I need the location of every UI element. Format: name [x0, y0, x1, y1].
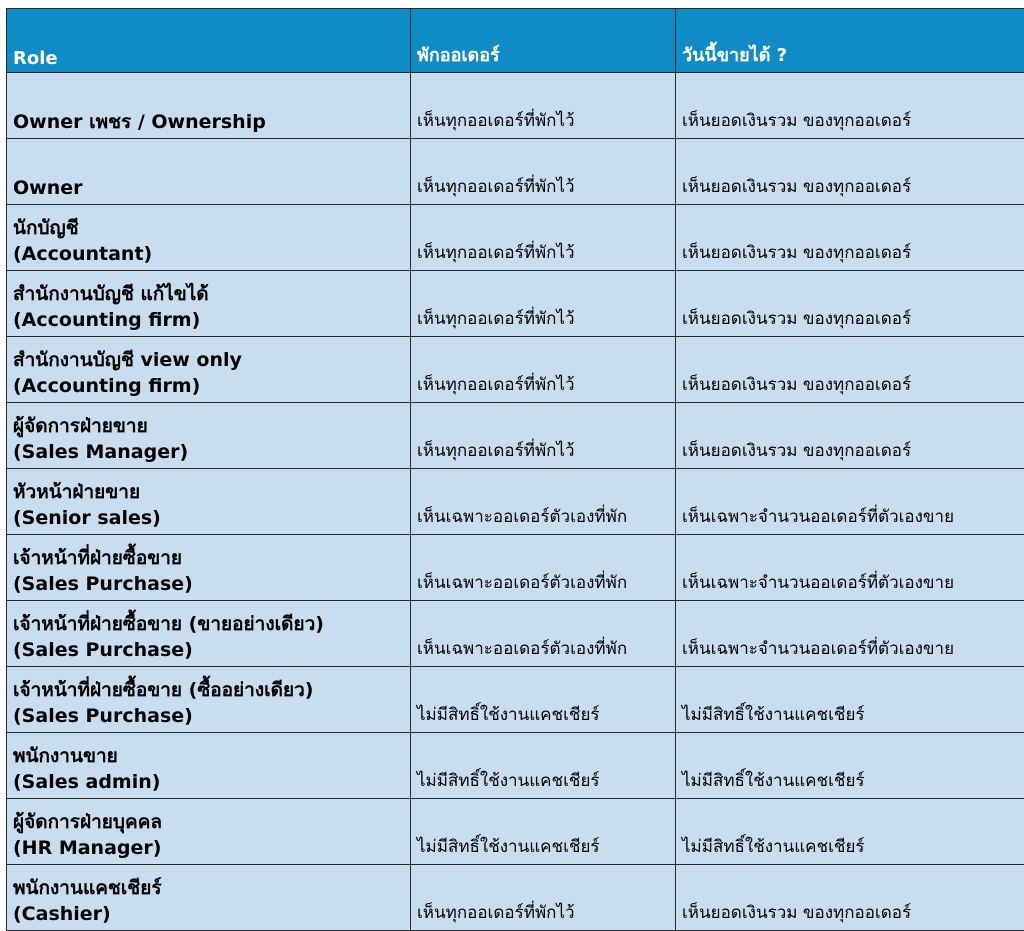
role-cell[interactable] — [7, 469, 411, 535]
role-line: (Sales Manager) — [13, 439, 410, 465]
sales-today-cell[interactable]: เห็นยอดเงินรวม ของทุกออเดอร์ — [676, 403, 1024, 469]
role-cell[interactable] — [7, 535, 411, 601]
table-row — [7, 535, 1024, 601]
role-line: สำนักงานบัญชี view only — [13, 347, 410, 373]
table-row — [7, 403, 1024, 469]
held-orders-cell[interactable]: เห็นทุกออเดอร์ที่พักไว้ — [411, 139, 676, 205]
sales-today-cell[interactable]: เห็นเฉพาะจำนวนออเดอร์ที่ตัวเองขาย — [676, 469, 1024, 535]
role-cell[interactable] — [7, 205, 411, 271]
role-line: (Senior sales) — [13, 505, 410, 531]
role-cell[interactable] — [7, 403, 411, 469]
role-line: (Accountant) — [13, 241, 410, 267]
role-line: (Sales Purchase) — [13, 637, 410, 663]
header-sales-today[interactable]: วันนี้ขายได้ ? — [676, 9, 1024, 73]
role-line: พนักงานขาย — [13, 743, 410, 769]
role-cell[interactable] — [7, 73, 411, 139]
sales-today-cell[interactable]: ไม่มีสิทธิ์ใช้งานแคชเชียร์ — [676, 799, 1024, 865]
table-row — [7, 271, 1024, 337]
sales-today-cell[interactable]: ไม่มีสิทธิ์ใช้งานแคชเชียร์ — [676, 733, 1024, 799]
role-line: ผู้จัดการฝ่ายขาย — [13, 413, 410, 439]
sales-today-cell[interactable]: เห็นยอดเงินรวม ของทุกออเดอร์ — [676, 337, 1024, 403]
table-row — [7, 469, 1024, 535]
role-line: (Accounting firm) — [13, 373, 410, 399]
sales-today-cell[interactable]: ไม่มีสิทธิ์ใช้งานแคชเชียร์ — [676, 667, 1024, 733]
sales-today-cell[interactable]: เห็นเฉพาะจำนวนออเดอร์ที่ตัวเองขาย — [676, 601, 1024, 667]
held-orders-cell[interactable]: ไม่มีสิทธิ์ใช้งานแคชเชียร์ — [411, 733, 676, 799]
role-cell[interactable] — [7, 601, 411, 667]
role-cell[interactable] — [7, 337, 411, 403]
role-line: หัวหน้าฝ่ายขาย — [13, 479, 410, 505]
held-orders-cell[interactable]: เห็นทุกออเดอร์ที่พักไว้ — [411, 73, 676, 139]
sales-today-cell[interactable]: เห็นยอดเงินรวม ของทุกออเดอร์ — [676, 139, 1024, 205]
role-line: Owner เพชร / Ownership — [13, 109, 410, 135]
role-line: (Sales admin) — [13, 769, 410, 795]
held-orders-cell[interactable]: เห็นเฉพาะออเดอร์ตัวเองที่พัก — [411, 469, 676, 535]
header-row — [7, 9, 1024, 73]
role-line: Owner — [13, 175, 410, 201]
held-orders-cell[interactable]: เห็นทุกออเดอร์ที่พักไว้ — [411, 205, 676, 271]
role-cell[interactable] — [7, 733, 411, 799]
table-row — [7, 205, 1024, 271]
held-orders-cell[interactable]: เห็นทุกออเดอร์ที่พักไว้ — [411, 271, 676, 337]
role-cell[interactable] — [7, 799, 411, 865]
held-orders-cell[interactable]: เห็นทุกออเดอร์ที่พักไว้ — [411, 865, 676, 931]
role-line: เจ้าหน้าที่ฝ่ายซื้อขาย (ขายอย่างเดียว) — [13, 611, 410, 637]
table-row — [7, 139, 1024, 205]
role-line: นักบัญชี — [13, 215, 410, 241]
table-row — [7, 667, 1024, 733]
header-held-orders[interactable]: พักออเดอร์ — [411, 9, 676, 73]
sales-today-cell[interactable]: เห็นยอดเงินรวม ของทุกออเดอร์ — [676, 205, 1024, 271]
role-line: เจ้าหน้าที่ฝ่ายซื้อขาย (ซื้ออย่างเดียว) — [13, 677, 410, 703]
table-row — [7, 733, 1024, 799]
table-row — [7, 337, 1024, 403]
role-line: (HR Manager) — [13, 835, 410, 861]
role-line: (Sales Purchase) — [13, 571, 410, 597]
permissions-table — [6, 8, 1024, 931]
table-row — [7, 799, 1024, 865]
role-line: (Cashier) — [13, 901, 410, 927]
sales-today-cell[interactable]: เห็นยอดเงินรวม ของทุกออเดอร์ — [676, 73, 1024, 139]
held-orders-cell[interactable]: เห็นทุกออเดอร์ที่พักไว้ — [411, 403, 676, 469]
held-orders-cell[interactable]: เห็นทุกออเดอร์ที่พักไว้ — [411, 337, 676, 403]
sales-today-cell[interactable]: เห็นเฉพาะจำนวนออเดอร์ที่ตัวเองขาย — [676, 535, 1024, 601]
role-line: ผู้จัดการฝ่ายบุคคล — [13, 809, 410, 835]
role-cell[interactable] — [7, 271, 411, 337]
header-role[interactable]: Role — [7, 9, 411, 73]
sales-today-cell[interactable]: เห็นยอดเงินรวม ของทุกออเดอร์ — [676, 865, 1024, 931]
role-line: (Accounting firm) — [13, 307, 410, 333]
sales-today-cell[interactable]: เห็นยอดเงินรวม ของทุกออเดอร์ — [676, 271, 1024, 337]
held-orders-cell[interactable]: ไม่มีสิทธิ์ใช้งานแคชเชียร์ — [411, 799, 676, 865]
held-orders-cell[interactable]: เห็นเฉพาะออเดอร์ตัวเองที่พัก — [411, 601, 676, 667]
held-orders-cell[interactable]: ไม่มีสิทธิ์ใช้งานแคชเชียร์ — [411, 667, 676, 733]
role-cell[interactable] — [7, 139, 411, 205]
role-cell[interactable] — [7, 865, 411, 931]
held-orders-cell[interactable]: เห็นเฉพาะออเดอร์ตัวเองที่พัก — [411, 535, 676, 601]
role-line: (Sales Purchase) — [13, 703, 410, 729]
table-row — [7, 601, 1024, 667]
table-row — [7, 73, 1024, 139]
role-line: พนักงานแคชเชียร์ — [13, 875, 410, 901]
table-row — [7, 865, 1024, 931]
role-line: เจ้าหน้าที่ฝ่ายซื้อขาย — [13, 545, 410, 571]
role-line: สำนักงานบัญชี แก้ไขได้ — [13, 281, 410, 307]
role-cell[interactable] — [7, 667, 411, 733]
